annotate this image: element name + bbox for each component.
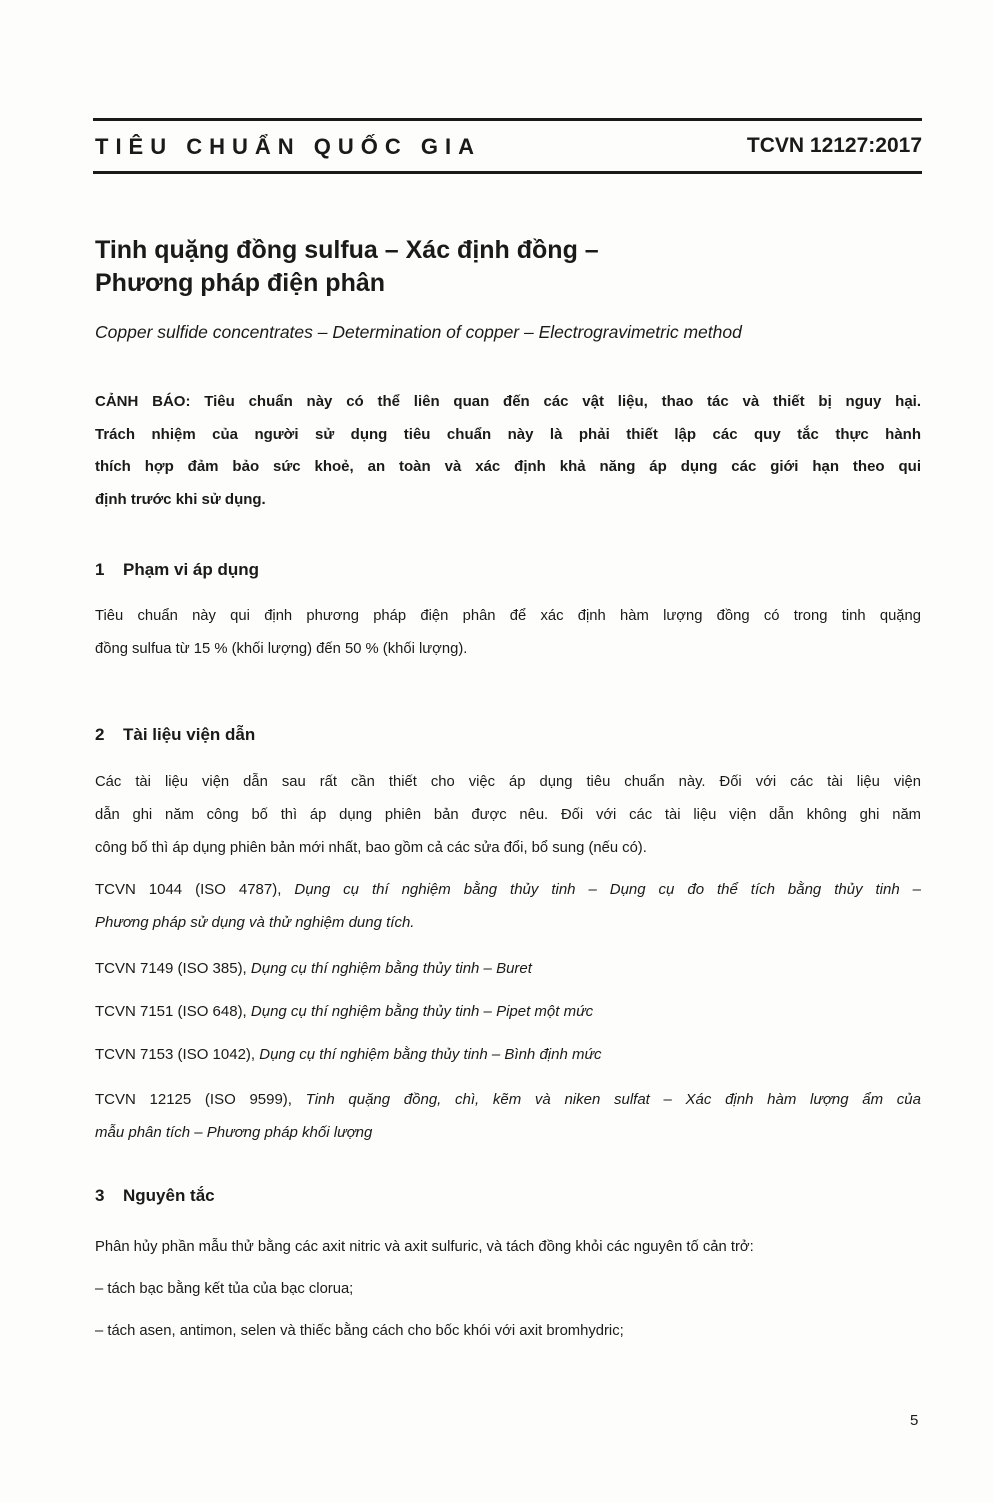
- section-2-paragraph: [95, 766, 921, 865]
- paragraph-line: dẫn ghi năm công bố thì áp dụng phiên bản được nêu. Đối với các tài liệu viện dẫn không ghi năm: [95, 807, 921, 823]
- reference-code: TCVN 1044 (ISO 4787),: [95, 881, 295, 898]
- reference-title: Dụng cụ thí nghiệm bằng thủy tinh – Dụng cụ đo thể tích bằng thủy tinh –: [294, 881, 921, 898]
- paragraph-line: Các tài liệu viện dẫn sau rất cần thiết cho việc áp dụng tiêu chuẩn này. Đối với các tài liệu viện: [95, 774, 921, 790]
- header-top-rule: [93, 118, 922, 121]
- reference-item: [95, 952, 921, 985]
- list-item: – tách bạc bằng kết tủa của bạc clorua;: [95, 1281, 354, 1297]
- header-standard-type: TIÊU CHUẨN QUỐC GIA: [95, 134, 481, 159]
- list-item: – tách asen, antimon, selen và thiếc bằng cách cho bốc khói với axit bromhydric;: [95, 1323, 624, 1339]
- warning-line: định trước khi sử dụng.: [95, 490, 266, 508]
- section-3-paragraph: [95, 1226, 921, 1352]
- reference-title: Dụng cụ thí nghiệm bằng thủy tinh – Buret: [250, 960, 532, 977]
- section-title: Phạm vi áp dụng: [123, 560, 260, 579]
- reference-title-cont: Phương pháp sử dụng và thử nghiệm dung tích.: [95, 914, 415, 931]
- reference-item: [95, 995, 921, 1028]
- page-number: 5: [910, 1412, 919, 1429]
- reference-title: Dụng cụ thí nghiệm bằng thủy tinh – Bình định mức: [259, 1046, 602, 1063]
- warning-line: Trách nhiệm của người sử dụng tiêu chuẩn này là phải thiết lập các quy tắc thực hành: [95, 425, 921, 443]
- reference-title-cont: mẫu phân tích – Phương pháp khối lượng: [95, 1124, 373, 1141]
- section-number: 2: [95, 725, 105, 744]
- title-line-1: Tinh quặng đồng sulfua – Xác định đồng –: [95, 236, 599, 264]
- reference-line: [95, 1038, 921, 1071]
- document-title: [95, 234, 895, 300]
- reference-line: [95, 1116, 921, 1149]
- warning-line: thích hợp đảm bảo sức khoẻ, an toàn và xác định khả năng áp dụng các giới hạn theo qui: [95, 458, 921, 475]
- section-1-paragraph: [95, 600, 921, 666]
- reference-line: [95, 1083, 921, 1116]
- reference-item: [95, 873, 921, 939]
- reference-line: [95, 873, 921, 906]
- paragraph-line: công bố thì áp dụng phiên bản mới nhất, bao gồm cả các sửa đổi, bổ sung (nếu có).: [95, 840, 647, 856]
- section-title: Tài liệu viện dẫn: [123, 725, 256, 744]
- reference-code: TCVN 7149 (ISO 385),: [95, 960, 251, 977]
- reference-title: Dụng cụ thí nghiệm bằng thủy tinh – Pipet một mức: [250, 1003, 594, 1020]
- reference-item: [95, 1083, 921, 1149]
- section-2-heading: [95, 725, 255, 745]
- reference-code: TCVN 7153 (ISO 1042),: [95, 1046, 260, 1063]
- section-3-heading: [95, 1186, 215, 1206]
- section-1-heading: [95, 560, 259, 580]
- paragraph-line: Phân hủy phần mẫu thử bằng các axit nitric và axit sulfuric, và tách đồng khỏi các nguyên tố cản trở:: [95, 1239, 754, 1255]
- header-bottom-rule: [93, 171, 922, 174]
- page-header: [93, 118, 922, 176]
- reference-line: [95, 952, 921, 985]
- reference-title: Tinh quặng đồng, chì, kẽm và niken sulfat – Xác định hàm lượng ẩm của: [305, 1091, 921, 1108]
- paragraph-line: đồng sulfua từ 15 % (khối lượng) đến 50 % (khối lượng).: [95, 641, 468, 657]
- paragraph-line: Tiêu chuẩn này qui định phương pháp điện phân để xác định hàm lượng đồng có trong tinh quặng: [95, 608, 921, 624]
- warning-line: CẢNH BÁO: Tiêu chuẩn này có thể liên quan đến các vật liệu, thao tác và thiết bị nguy hại.: [95, 393, 921, 410]
- section-number: 1: [95, 560, 105, 579]
- reference-line: [95, 995, 921, 1028]
- header-standard-code: TCVN 12127:2017: [746, 134, 922, 157]
- section-title: Nguyên tắc: [123, 1186, 215, 1205]
- section-number: 3: [95, 1186, 105, 1205]
- reference-line: [95, 906, 921, 939]
- reference-item: [95, 1038, 921, 1071]
- title-line-2: Phương pháp điện phân: [95, 269, 386, 297]
- reference-code: TCVN 12125 (ISO 9599),: [95, 1091, 306, 1108]
- warning-paragraph: [95, 386, 921, 516]
- reference-code: TCVN 7151 (ISO 648),: [95, 1003, 251, 1020]
- english-title: Copper sulfide concentrates – Determination of copper – Electrogravimetric method: [95, 322, 742, 342]
